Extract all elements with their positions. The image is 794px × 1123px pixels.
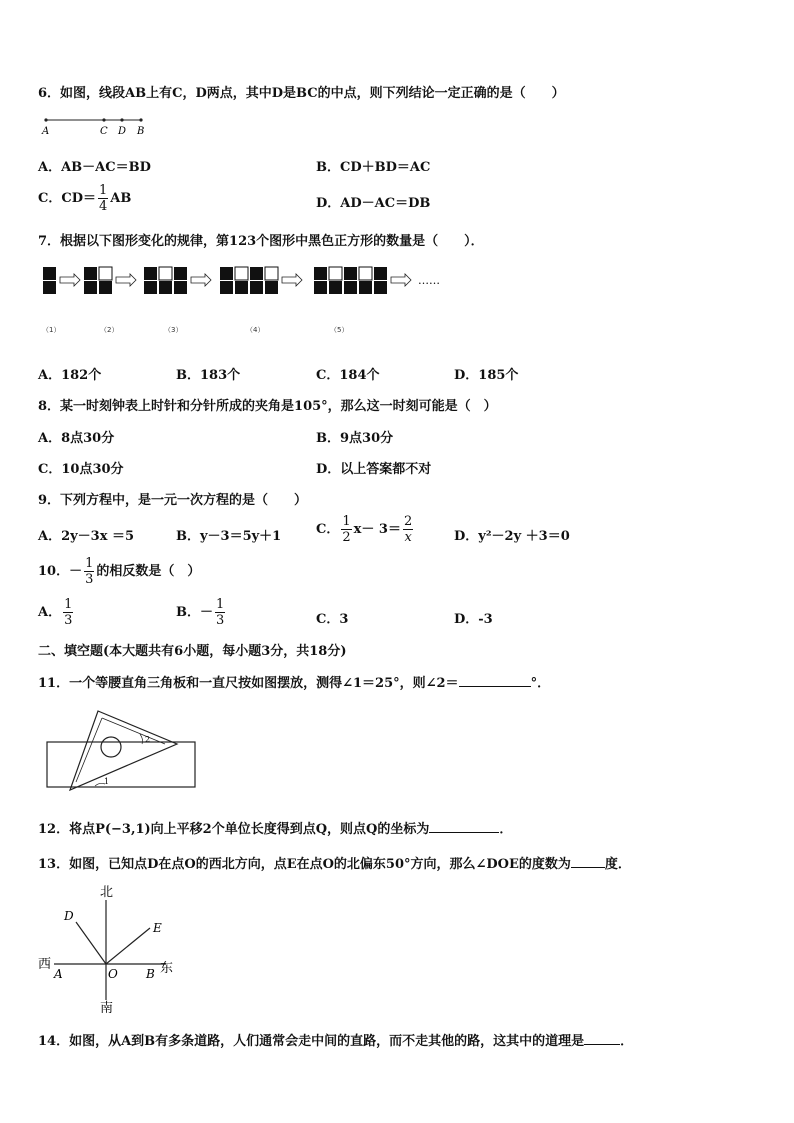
q8-option-d[interactable]: D．以上答案都不对 [316,462,432,477]
point-d-label: D [64,909,74,923]
q7-fig-label-3: （3） [164,326,183,334]
q7-option-c[interactable]: C．184个 [316,368,380,383]
q14-answer-blank[interactable] [584,1033,620,1045]
q13-compass-figure [36,882,181,1014]
q9-stem: 9．下列方程中，是一元一次方程的是（ ） [38,493,308,508]
east-label: 东 [160,961,174,976]
ray-od [76,922,106,964]
point-a-label: A [54,967,63,981]
q11-stem [38,672,550,691]
west-label: 西 [38,957,52,972]
q10-stem-fraction: $\frac{1}{3}$ [85,556,94,587]
q7-fig-label-2: （2） [100,326,119,334]
south-label: 南 [100,1001,114,1014]
q11-answer-blank[interactable] [459,675,531,687]
q10-option-a[interactable] [38,598,75,627]
q6-option-c-fraction: $\frac{1}{4}$ [98,183,108,214]
q10-option-b-fraction: $\frac{1}{3}$ [216,597,225,628]
q8-option-b[interactable]: B．9点30分 [316,431,394,446]
q9-option-c-fraction-2: $\frac{2}{x}$ [403,514,413,545]
q10-stem-prefix: 10．－ [38,564,83,579]
ray-oe [106,928,150,964]
q7-option-d[interactable]: D．185个 [454,368,519,383]
q12-answer-blank[interactable] [429,821,499,833]
q7-option-a[interactable]: A．182个 [38,368,102,383]
q10-option-d[interactable]: D．-3 [454,612,493,627]
q7-arrow-icon [191,274,211,286]
q7-option-b[interactable]: B．183个 [176,368,241,383]
point-o-label: O [108,967,118,981]
q7-arrow-icon [116,274,136,286]
q11-angle-1-label: 1 [104,777,110,786]
q7-figure-1 [43,267,56,294]
q9-option-c-prefix: C． [316,522,340,537]
q6-option-b[interactable]: B．CD＋BD＝AC [316,160,431,175]
q14-stem-prefix: 14．如图，从A到B有多条道路，人们通常会走中间的直路，而不走其他的路，这其中的道理是 [38,1034,585,1049]
q6-option-c-prefix: C．CD＝ [38,191,96,206]
q8-option-c[interactable]: C．10点30分 [38,462,124,477]
q6-segment-figure [38,114,158,138]
q13-stem-suffix: 度． [604,857,631,872]
q12-stem-suffix: ． [499,822,513,837]
q7-stem: 7．根据以下图形变化的规律，第123个图形中黑色正方形的数量是（ ）． [38,234,484,249]
q9-option-a[interactable]: A．2y－3x ＝5 [38,529,135,544]
q10-stem-suffix: 的相反数是（ ） [96,564,201,579]
q7-figure-3 [144,267,187,294]
q9-option-c-middle: x－ 3＝ [353,522,401,537]
q10-option-b-prefix: B．－ [176,605,213,620]
q10-option-a-fraction: $\frac{1}{3}$ [64,597,73,628]
q9-option-c[interactable] [316,515,415,544]
q8-stem: 8．某一时刻钟表上时针和分针所成的夹角是105°，那么这一时刻可能是（ ） [38,399,497,414]
q7-figure-5 [314,267,387,294]
q6-option-d[interactable]: D．AD－AC＝DB [316,196,431,211]
q6-label-b: B [137,126,145,137]
q6-stem: 6．如图，线段AB上有C，D两点，其中D是BC的中点，则下列结论一定正确的是（ ） [38,86,565,101]
q11-stem-prefix: 11．一个等腰直角三角板和一直尺按如图摆放，测得∠1＝25°，则∠2＝ [38,676,459,691]
q14-stem [38,1030,633,1049]
q6-label-a: A [42,126,50,137]
q12-stem-prefix: 12．将点P(−3,1)向上平移2个单位长度得到点Q，则点Q的坐标为 [38,822,430,837]
q11-triangle-ruler-figure [40,706,200,798]
q13-answer-blank[interactable] [571,856,605,868]
point-b-label: B [146,967,155,981]
q11-stem-suffix: °． [530,676,551,691]
section-2-heading: 二、填空题(本大题共有6小题，每小题3分，共18分) [38,644,347,659]
q10-option-c[interactable]: C．3 [316,612,349,627]
q9-option-c-fraction-1: $\frac{1}{2}$ [342,514,351,545]
q11-angle-2-label: 2 [145,735,151,744]
q7-pattern-figure [38,262,458,302]
q6-option-a[interactable]: A．AB－AC＝BD [38,160,151,175]
q10-stem [38,557,200,586]
q10-option-a-prefix: A． [38,605,62,620]
q7-arrow-icon [391,274,411,286]
q6-option-c-suffix: AB [110,191,132,206]
q9-option-b[interactable]: B．y－3＝5y＋1 [176,529,282,544]
q14-stem-suffix: ． [620,1034,634,1049]
set-square-shape [70,711,177,790]
q8-option-a[interactable]: A．8点30分 [38,431,115,446]
north-label: 北 [100,885,114,900]
q7-fig-label-5: （5） [330,326,349,334]
q6-option-c[interactable] [38,184,131,213]
q7-ellipsis: …… [418,274,440,287]
q7-figure-2 [84,267,112,294]
q12-stem [38,818,512,837]
q13-stem [38,853,631,872]
q6-label-d: D [118,126,127,137]
q13-stem-prefix: 13．如图，已知点D在点O的西北方向，点E在点O的北偏东50°方向，那么∠DOE的度数为 [38,857,571,872]
q10-option-b[interactable] [176,598,227,627]
q6-label-c: C [100,126,108,137]
q9-option-d[interactable]: D．y²－2y ＋3＝0 [454,529,570,544]
q7-arrow-icon [60,274,80,286]
set-square-hole [101,737,121,757]
q7-fig-label-4: （4） [246,326,265,334]
q7-fig-label-1: （1） [42,326,61,334]
q7-arrow-icon [282,274,302,286]
point-e-label: E [153,921,162,935]
q7-figure-4 [220,267,278,294]
